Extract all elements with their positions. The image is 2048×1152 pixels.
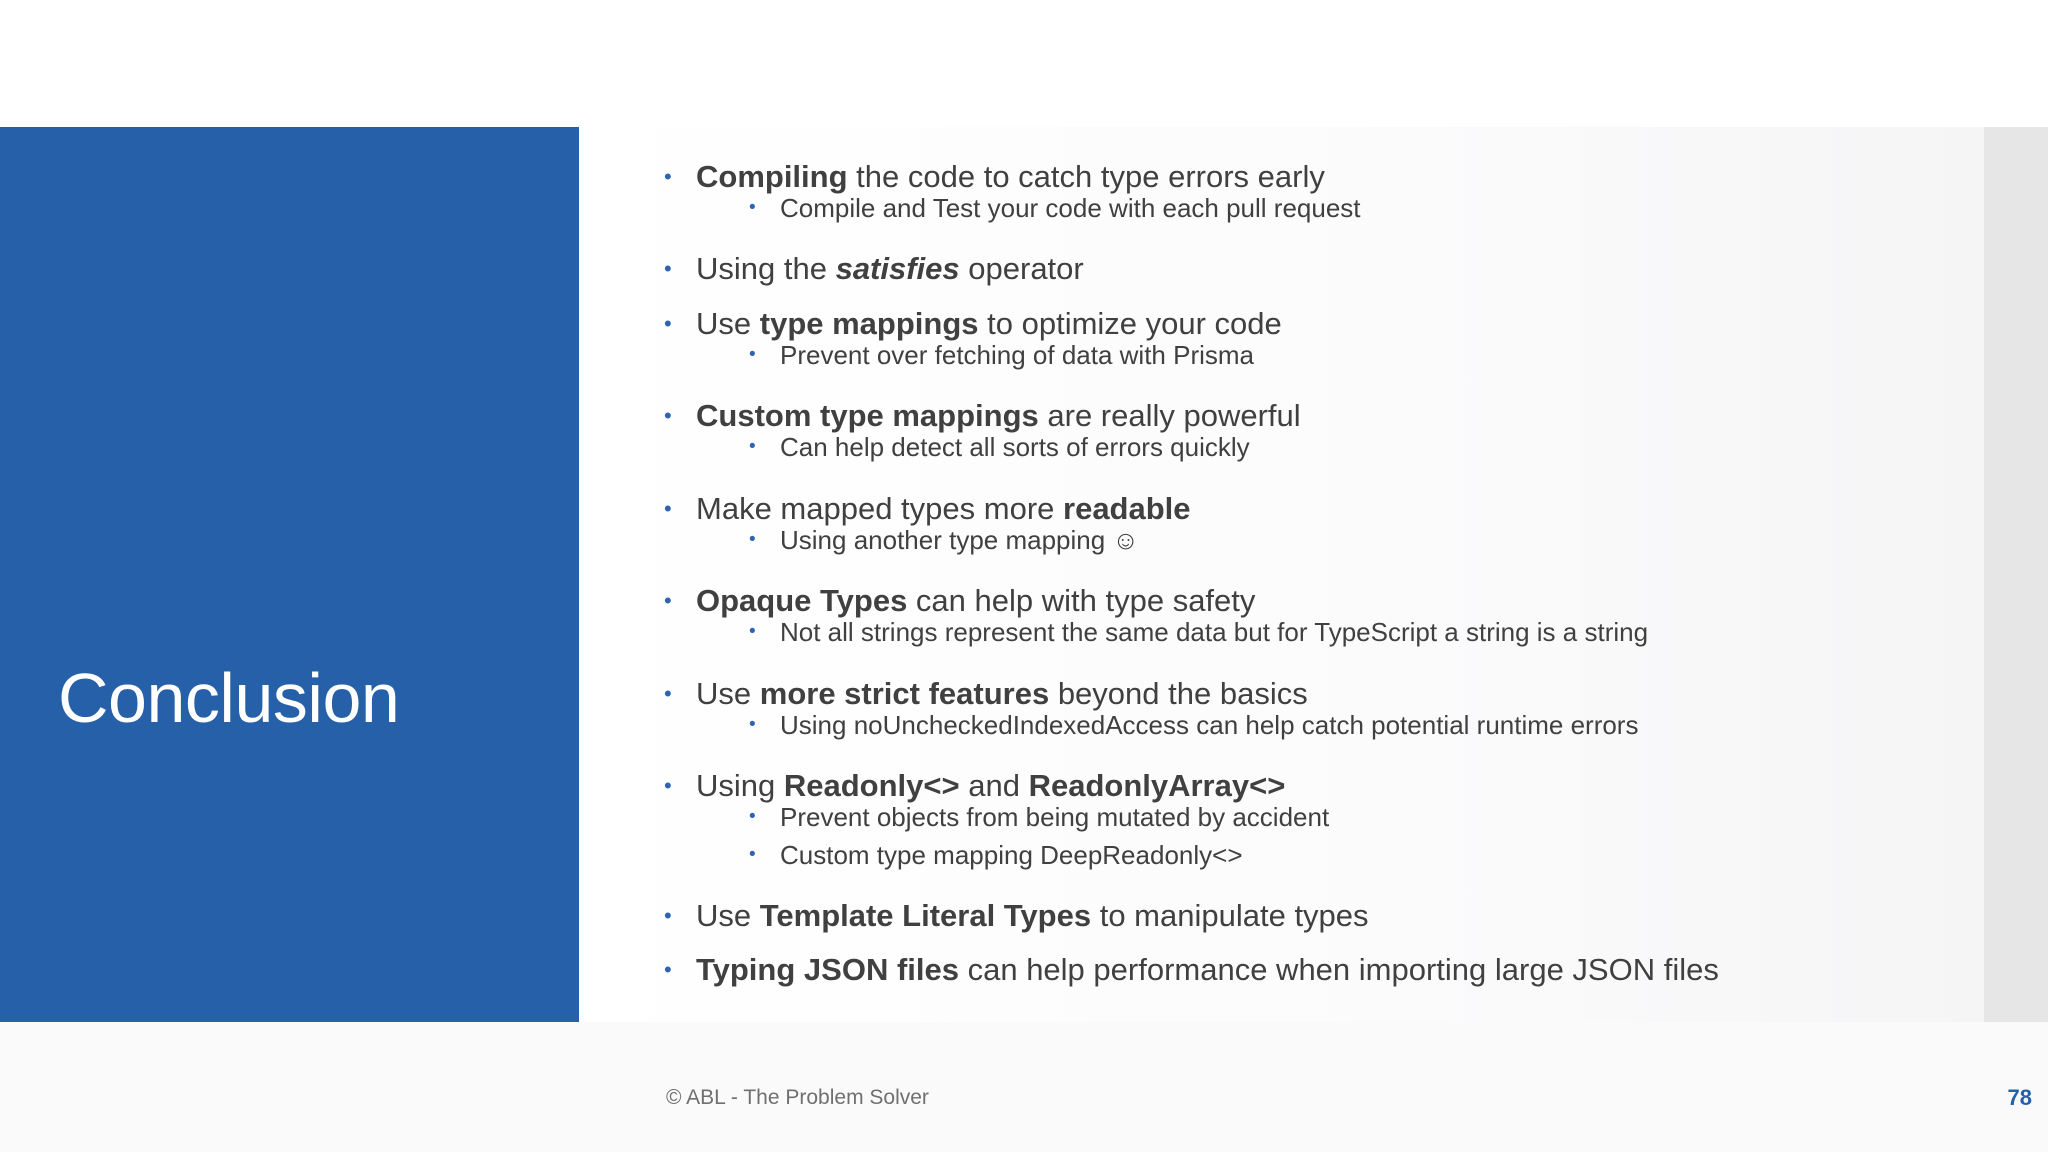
text-run: Using the (696, 251, 836, 286)
bullet-item (664, 896, 1369, 936)
emphasized-text: satisfies (835, 251, 960, 286)
footer-copyright: © ABL - The Problem Solver (666, 1086, 929, 1109)
text-run: can help with type safety (907, 583, 1256, 618)
bullet-dot-icon: • (749, 714, 756, 735)
bullet-dot-icon: • (749, 197, 756, 218)
bullet-dot-icon: • (749, 529, 756, 550)
sub-bullet-item (749, 615, 1649, 649)
bullet-text (696, 491, 1191, 526)
bullet-dot-icon: • (664, 773, 672, 798)
emphasized-text: Typing JSON files (696, 952, 959, 987)
text-run: Using (696, 768, 784, 803)
sub-bullet-item (749, 430, 1250, 464)
bullet-dot-icon: • (664, 256, 672, 281)
emphasized-text: Readonly<> (783, 768, 960, 803)
bullet-text (696, 159, 1325, 194)
bullet-dot-icon: • (664, 957, 672, 982)
bullet-text (696, 398, 1301, 433)
emphasized-text: Custom type mappings (696, 398, 1039, 433)
sub-bullet-text (780, 617, 1648, 647)
bullet-item (664, 950, 1719, 990)
bullet-text (696, 768, 1285, 803)
bullet-dot-icon: • (664, 681, 672, 706)
bullet-dot-icon: • (664, 903, 672, 928)
sub-bullet-text (780, 340, 1254, 370)
slide-title: Conclusion (58, 659, 400, 737)
emphasized-text: Template Literal Types (759, 898, 1092, 933)
emphasized-text: Opaque Types (696, 583, 908, 618)
text-run: can help performance when importing large JSON files (958, 952, 1719, 987)
bullet-dot-icon: • (749, 436, 756, 457)
bullet-text (696, 952, 1719, 987)
text-run: Make mapped types more (696, 491, 1064, 526)
text-run: are really powerful (1038, 398, 1301, 433)
bullet-dot-icon: • (664, 164, 672, 189)
text-run: Use (696, 306, 760, 341)
sub-bullet-item (749, 838, 1243, 872)
emphasized-text: ReadonlyArray<> (1028, 768, 1286, 803)
bullet-dot-icon: • (749, 844, 756, 865)
footer-band (0, 1022, 2048, 1152)
text-run: to manipulate types (1091, 898, 1369, 933)
bullet-text (696, 251, 1084, 286)
text-run: Compile and Test your code with each pull request (780, 193, 1361, 223)
emphasized-text: more strict features (759, 676, 1050, 711)
sub-bullet-item (749, 708, 1639, 742)
emphasized-text: type mappings (759, 306, 979, 341)
text-run: Not all strings represent the same data but for TypeScript a string is a string (780, 617, 1649, 647)
sub-bullet-item (749, 191, 1361, 225)
text-run: beyond the basics (1049, 676, 1308, 711)
page-number: 78 (2007, 1085, 2032, 1110)
sub-bullet-text (780, 525, 1139, 555)
sub-bullet-item (749, 338, 1255, 372)
emphasized-text: readable (1063, 491, 1191, 526)
text-run: Using another type mapping ☺ (780, 525, 1139, 555)
text-run: Can help detect all sorts of errors quickly (780, 432, 1250, 462)
bullet-text (696, 583, 1255, 618)
text-run: to optimize your code (978, 306, 1282, 341)
text-run: and (959, 768, 1029, 803)
bullet-dot-icon: • (749, 344, 756, 365)
text-run: operator (959, 251, 1084, 286)
sub-bullet-text (780, 840, 1243, 870)
bullet-text (696, 676, 1308, 711)
right-edge-strip (1984, 127, 2048, 1022)
bullet-dot-icon: • (664, 588, 672, 613)
sub-bullet-text (780, 802, 1329, 832)
sub-bullet-item (749, 800, 1330, 834)
title-panel (0, 127, 579, 1022)
text-run: Using noUncheckedIndexedAccess can help catch potential runtime errors (780, 710, 1639, 740)
sub-bullet-item (749, 523, 1139, 557)
bullet-text (696, 306, 1282, 341)
sub-bullet-text (780, 432, 1250, 462)
sub-bullet-text (780, 193, 1361, 223)
text-run: Use (696, 898, 760, 933)
text-run: Prevent objects from being mutated by accident (780, 802, 1330, 832)
text-run: Prevent over fetching of data with Prisma (780, 340, 1255, 370)
bullet-item (664, 249, 1084, 289)
bullet-text (696, 898, 1369, 933)
text-run: Custom type mapping DeepReadonly<> (780, 840, 1243, 870)
emphasized-text: Compiling (696, 159, 848, 194)
bullet-dot-icon: • (664, 403, 672, 428)
bullet-dot-icon: • (664, 496, 672, 521)
bullet-dot-icon: • (664, 311, 672, 336)
text-run: the code to catch type errors early (847, 159, 1325, 194)
text-run: Use (696, 676, 760, 711)
bullet-dot-icon: • (749, 806, 756, 827)
sub-bullet-text (780, 710, 1638, 740)
bullet-dot-icon: • (749, 621, 756, 642)
